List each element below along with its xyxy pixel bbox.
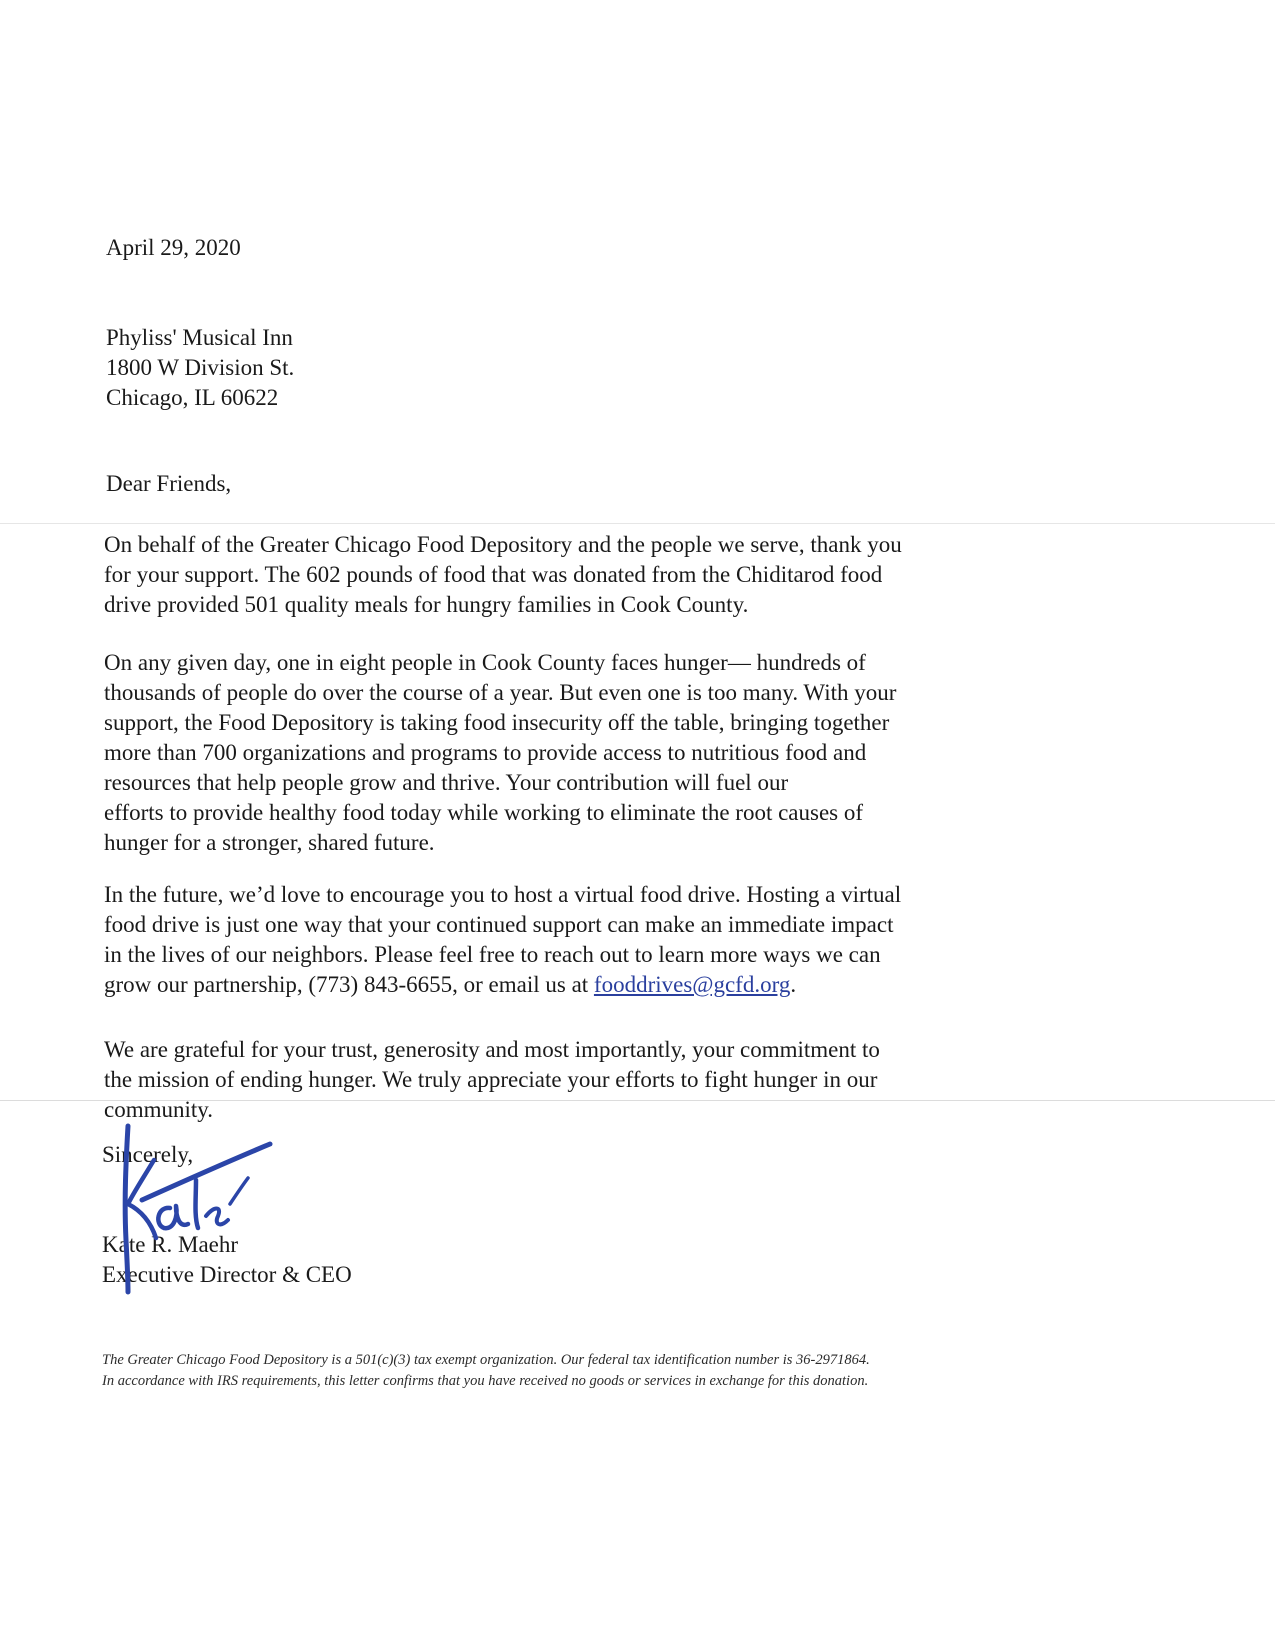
paragraph-line: food drive is just one way that your continued support can make an immediate impact [104, 912, 894, 937]
paragraph-line: in the lives of our neighbors. Please feel free to reach out to learn more ways we can [104, 942, 881, 967]
letter-date: April 29, 2020 [106, 235, 241, 260]
paragraph-thank-you [104, 530, 984, 620]
tax-exempt-footnote [102, 1350, 982, 1392]
email-link[interactable]: fooddrives@gcfd.org [593, 972, 791, 997]
paragraph-line: more than 700 organizations and programs to provide access to nutritious food and [104, 740, 867, 765]
paragraph-line: In the future, we’d love to encourage you to host a virtual food drive. Hosting a virtual [104, 882, 902, 907]
signer-name: Kate R. Maehr [102, 1232, 239, 1257]
paragraph-line: the mission of ending hunger. We truly appreciate your efforts to fight hunger in our [104, 1067, 878, 1092]
paragraph-gratitude [104, 1035, 984, 1125]
paragraph-line: community. [104, 1097, 214, 1122]
signer-title: Executive Director & CEO [102, 1262, 352, 1287]
recipient-address [106, 323, 294, 413]
closing: Sincerely, [102, 1142, 194, 1167]
footnote-line: The Greater Chicago Food Depository is a 501(c)(3) tax exempt organization. Our federal tax identification number is 36-2971864. [102, 1352, 870, 1368]
paragraph-virtual-food-drive [104, 880, 984, 1000]
paragraph-line: for your support. The 602 pounds of food that was donated from the Chiditarod food [104, 562, 883, 587]
paragraph-line: We are grateful for your trust, generosity and most importantly, your commitment to [104, 1037, 880, 1062]
paragraph-line: hunger for a stronger, shared future. [104, 830, 435, 855]
paragraph-hunger-facts [104, 648, 984, 858]
paragraph-line: support, the Food Depository is taking food insecurity off the table, bringing together [104, 710, 890, 735]
paragraph-line: efforts to provide healthy food today while working to eliminate the root causes of [104, 800, 864, 825]
salutation: Dear Friends, [106, 471, 232, 496]
recipient-street: 1800 W Division St. [106, 355, 295, 380]
paragraph-line: On any given day, one in eight people in Cook County faces hunger— hundreds of [104, 650, 866, 675]
paragraph-line: On behalf of the Greater Chicago Food Depository and the people we serve, thank you [104, 532, 902, 557]
recipient-name: Phyliss' Musical Inn [106, 325, 293, 350]
fold-line [0, 523, 1275, 524]
contact-period: . [790, 972, 797, 997]
paragraph-line: drive provided 501 quality meals for hungry families in Cook County. [104, 592, 749, 617]
paragraph-line: thousands of people do over the course of a year. But even one is too many. With your [104, 680, 897, 705]
paragraph-line: resources that help people grow and thrive. Your contribution will fuel our [104, 770, 789, 795]
recipient-city: Chicago, IL 60622 [106, 385, 279, 410]
handwritten-signature [92, 1120, 292, 1300]
paragraph-line [104, 970, 984, 1000]
footnote-line: In accordance with IRS requirements, this letter confirms that you have received no goods or services in exchange for this donation. [102, 1373, 869, 1389]
contact-text: grow our partnership, (773) 843-6655, or email us at [104, 972, 594, 997]
